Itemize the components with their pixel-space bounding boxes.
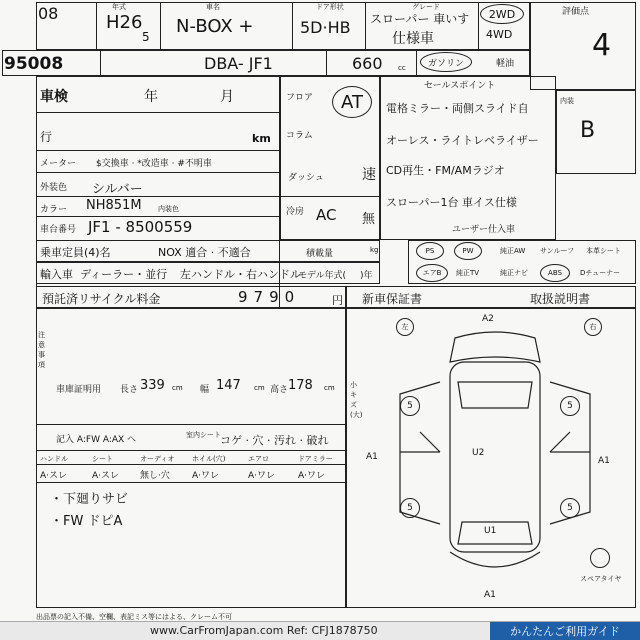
tire-front-right: 5 — [560, 396, 580, 416]
exterior-color-label: 外装色 — [40, 183, 68, 193]
equip-tv: 純正TV — [456, 269, 480, 277]
cond-wheel: A·ワレ — [192, 471, 220, 481]
mark-u2: U2 — [472, 448, 485, 458]
car-name: N-BOX + — [176, 16, 254, 37]
chassis-number: JF1 - 8500559 — [88, 218, 193, 236]
cooler-label: 冷房 — [286, 207, 305, 217]
model-code: DBA- JF1 — [204, 54, 273, 73]
shaken-label: 車検 — [40, 89, 68, 105]
width-value: 147 — [216, 378, 241, 393]
meter-options: $交換車 · *改造車 · #不明車 — [96, 159, 212, 169]
ac-value: AC — [316, 206, 337, 224]
dash-label: ダッシュ — [288, 173, 324, 183]
equip-ps: PS — [416, 242, 444, 260]
transmission-circle: AT — [332, 86, 372, 118]
interior-cond: コゲ · 穴 · 汚れ · 破れ — [220, 434, 329, 447]
mileage-label: 行 — [40, 130, 53, 144]
watermark-bar — [0, 621, 640, 640]
model-year-close: )年 — [360, 271, 373, 281]
interior-cond-label: 室内シート — [186, 431, 221, 439]
cond-mirror: A·ワレ — [298, 471, 326, 481]
width-unit: cm — [254, 384, 265, 392]
cond-handle: A·スレ — [40, 471, 68, 481]
sales-point-3: CD再生・FM/AMラジオ — [386, 164, 505, 177]
fuel-alt: 軽油 — [496, 59, 515, 69]
remark-1: ・下廻りサビ — [50, 492, 129, 507]
chassis-label: 車台番号 — [40, 225, 77, 235]
mark-a1-bottom: A1 — [484, 590, 496, 600]
cond-audio: 無し·穴 — [140, 471, 170, 481]
load-label: 積載量 — [306, 249, 334, 259]
cond-aero: A·ワレ — [248, 471, 276, 481]
remark-2: ・FW ドピA — [50, 514, 123, 529]
model-year: H26 — [106, 12, 143, 33]
cond-seat: A·スレ — [92, 471, 120, 481]
sales-point-1: 電格ミラー・両側スライド自 — [386, 102, 529, 115]
diagram-right-marker: 右 — [584, 318, 602, 336]
tire-front-left: 5 — [400, 396, 420, 416]
drive-4wd: 4WD — [486, 28, 513, 41]
color-code: NH851M — [86, 198, 142, 213]
displacement: 660 — [352, 54, 383, 73]
nox: NOX 適合 · 不適合 — [158, 246, 251, 259]
aero-label: エアロ — [248, 455, 269, 463]
grade-text-1: スローパー 車いす — [370, 12, 470, 26]
lot-tag: 08 — [38, 4, 59, 23]
equip-sunroof: サンルーフ — [540, 247, 575, 255]
km-unit: km — [252, 132, 271, 145]
column-label: コラム — [286, 131, 313, 141]
name-label: 車名 — [206, 3, 220, 11]
kg-unit: kg — [370, 246, 379, 254]
interior-grade-label: 内装 — [560, 97, 574, 105]
equip-leather: 本革シート — [586, 247, 621, 255]
watermark-text: www.CarFromJapan.com Ref: CFJ1878750 — [150, 624, 378, 637]
tire-rear-right: 5 — [560, 498, 580, 518]
meter-label: メーター — [40, 159, 77, 169]
wheel-label: ホイル(穴) — [192, 455, 226, 463]
length-unit: cm — [172, 384, 183, 392]
model-year-label: モデル年式( — [298, 271, 347, 281]
mark-u1: U1 — [484, 526, 497, 536]
audio-label: オーディオ — [140, 455, 175, 463]
cc-unit: cc — [398, 64, 406, 72]
width-label: 幅 — [200, 385, 210, 395]
floor-label: フロア — [286, 93, 314, 103]
guide-banner[interactable]: かんたんご利用ガイド — [490, 622, 640, 640]
height-label: 高さ — [270, 385, 289, 395]
mark-a2: A2 — [482, 314, 494, 324]
handle-label: ハンドル — [40, 455, 68, 463]
inspector-notes: 記入 A:FW A:AX ヘ — [56, 435, 137, 445]
mark-a1-right: A1 — [598, 456, 610, 466]
tire-rear-left: 5 — [400, 498, 420, 518]
model-month: 5 — [142, 30, 150, 44]
equip-tuner: Dチューナー — [580, 269, 621, 277]
lot-number: 95008 — [4, 54, 64, 74]
capacity: 乗車定員(4)名 — [40, 246, 111, 259]
sales-point-4: スローパー1台 車イス仕様 — [386, 196, 517, 209]
spare-label: スペアタイヤ — [580, 575, 622, 583]
speed-label: 速 — [362, 167, 376, 183]
interior-grade: B — [580, 118, 596, 143]
eval-label: 評価点 — [562, 7, 590, 17]
mark-a1-left: A1 — [366, 452, 378, 462]
exterior-color: シルバー — [92, 182, 143, 197]
manual-label: 取扱説明書 — [530, 292, 591, 306]
sales-point-2: オーレス・ライトレベライザー — [386, 134, 539, 147]
grade-label: グレード — [412, 3, 440, 11]
cert-label: 車庫証明用 — [56, 385, 102, 395]
equip-aw: 純正AW — [500, 247, 526, 255]
equip-airbag: エアB — [416, 264, 448, 282]
grade-text-2: 仕様車 — [392, 31, 434, 47]
interior-color-label: 内装色 — [158, 205, 179, 213]
shaken-month: 月 — [220, 89, 234, 105]
car-diagram — [380, 322, 610, 594]
year-label: 年式 — [112, 3, 126, 11]
height-unit: cm — [324, 384, 335, 392]
notes-side-label: 注意事項 — [38, 331, 45, 369]
body-type: 5D·HB — [300, 18, 351, 37]
equip-abs: ABS — [540, 264, 570, 282]
recycle-amount: 9790 — [238, 288, 301, 306]
length-value: 339 — [140, 378, 165, 393]
fuel-circle: ガソリン — [420, 52, 472, 72]
height-value: 178 — [288, 378, 313, 393]
color-code-label: カラー — [40, 205, 68, 215]
import-label: 輸入車 — [40, 268, 73, 281]
recycle-label: 預託済リサイクル料金 — [42, 292, 161, 306]
yen-unit: 円 — [332, 294, 343, 307]
spare-tire-icon — [590, 548, 610, 568]
footer-note: 出品票の記入不備、空欄、表記ミス等にはよる、クレーム不可 — [36, 613, 232, 621]
length-label: 長さ — [120, 385, 139, 395]
sales-points-title: セールスポイント — [424, 81, 496, 91]
shaken-year: 年 — [144, 89, 158, 105]
dealer-label: ディーラー・並行 — [80, 268, 168, 281]
equip-navi: 純正ナビ — [500, 269, 528, 277]
equip-pw: PW — [454, 242, 482, 260]
user-reported: ユーザー仕入車 — [452, 225, 516, 235]
eval-score: 4 — [592, 28, 612, 63]
drive-2wd-circle: 2WD — [480, 4, 524, 24]
side-note: 小キズ(大) — [350, 381, 363, 419]
doormirror-label: ドアミラー — [298, 455, 333, 463]
steering-label: 左ハンドル・右ハンドル — [180, 268, 301, 281]
seat-label: シート — [92, 455, 113, 463]
nothing-label: 無 — [362, 212, 376, 227]
door-label: ドア形状 — [316, 3, 344, 11]
warranty-label: 新車保証書 — [362, 292, 423, 306]
diagram-left-marker: 左 — [396, 318, 414, 336]
